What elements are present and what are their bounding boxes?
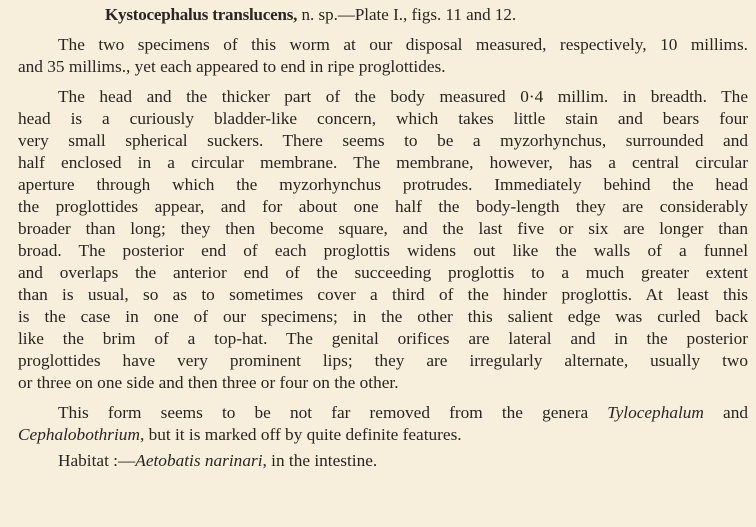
- text-line: [18, 402, 748, 424]
- species-heading: [18, 4, 748, 26]
- text-line: half enclosed in a circular membrane. The membrane, however, has a central circular: [18, 153, 748, 172]
- text-line: is the case in one of our specimens; in the other this salient edge was curled back: [18, 307, 748, 326]
- text-line: The two specimens of this worm at our disposal measured, respectively, 10 millims.: [58, 35, 748, 54]
- text-line: proglottides have very prominent lips; they are irregularly alternate, usually two: [18, 351, 748, 370]
- text-line: broader than long; they then become square, and the last five or six are longer than: [18, 219, 748, 238]
- text-span: This form seems to be not far removed from the genera: [58, 403, 608, 422]
- text-line: and 35 millims., yet each appeared to end in ripe proglottides.: [18, 57, 446, 76]
- text-line: [18, 424, 748, 446]
- host-name: Aetobatis narinari: [135, 451, 263, 470]
- text-line: aperture through which the myzorhynchus protrudes. Immediately behind the head: [18, 175, 748, 194]
- paragraph-specimens: [18, 34, 748, 78]
- genus-name: Cephalobothrium: [18, 425, 140, 444]
- species-name: Kystocephalus translucens,: [105, 5, 298, 24]
- text-line: broad. The posterior end of each proglottis widens out like the walls of a funnel: [18, 241, 748, 260]
- text-span: , but it is marked off by quite definite features.: [139, 425, 462, 444]
- paragraph-description: [18, 86, 748, 394]
- text-line: The head and the thicker part of the body measured 0·4 millim. in breadth. The: [58, 87, 748, 106]
- text-span: and: [703, 403, 748, 422]
- text-line: the proglottides appear, and for about one half the body-length they are considerably: [18, 197, 748, 216]
- text-line: or three on one side and then three or four on the other.: [18, 373, 399, 392]
- text-line: very small spherical suckers. There seems to be a myzorhynchus, surrounded and: [18, 131, 748, 150]
- paragraph-affinities: [18, 402, 748, 446]
- text-span: , in the intestine.: [262, 451, 378, 470]
- document-page: [18, 4, 748, 472]
- habitat-label: Habitat :—: [58, 451, 136, 470]
- text-line: head is a curiously bladder-like concern, which takes little stain and bears four: [18, 109, 748, 128]
- text-line: and overlaps the anterior end of the succeeding proglottis to a much greater extent: [18, 263, 748, 282]
- text-line: than is usual, so as to sometimes cover a third of the hinder proglottis. At least this: [18, 285, 748, 304]
- text-line: like the brim of a top-hat. The genital orifices are lateral and in the posterior: [18, 329, 748, 348]
- genus-name: Tylocephalum: [607, 403, 704, 422]
- habitat-line: [18, 450, 748, 472]
- plate-reference: n. sp.—Plate I., figs. 11 and 12.: [297, 5, 517, 24]
